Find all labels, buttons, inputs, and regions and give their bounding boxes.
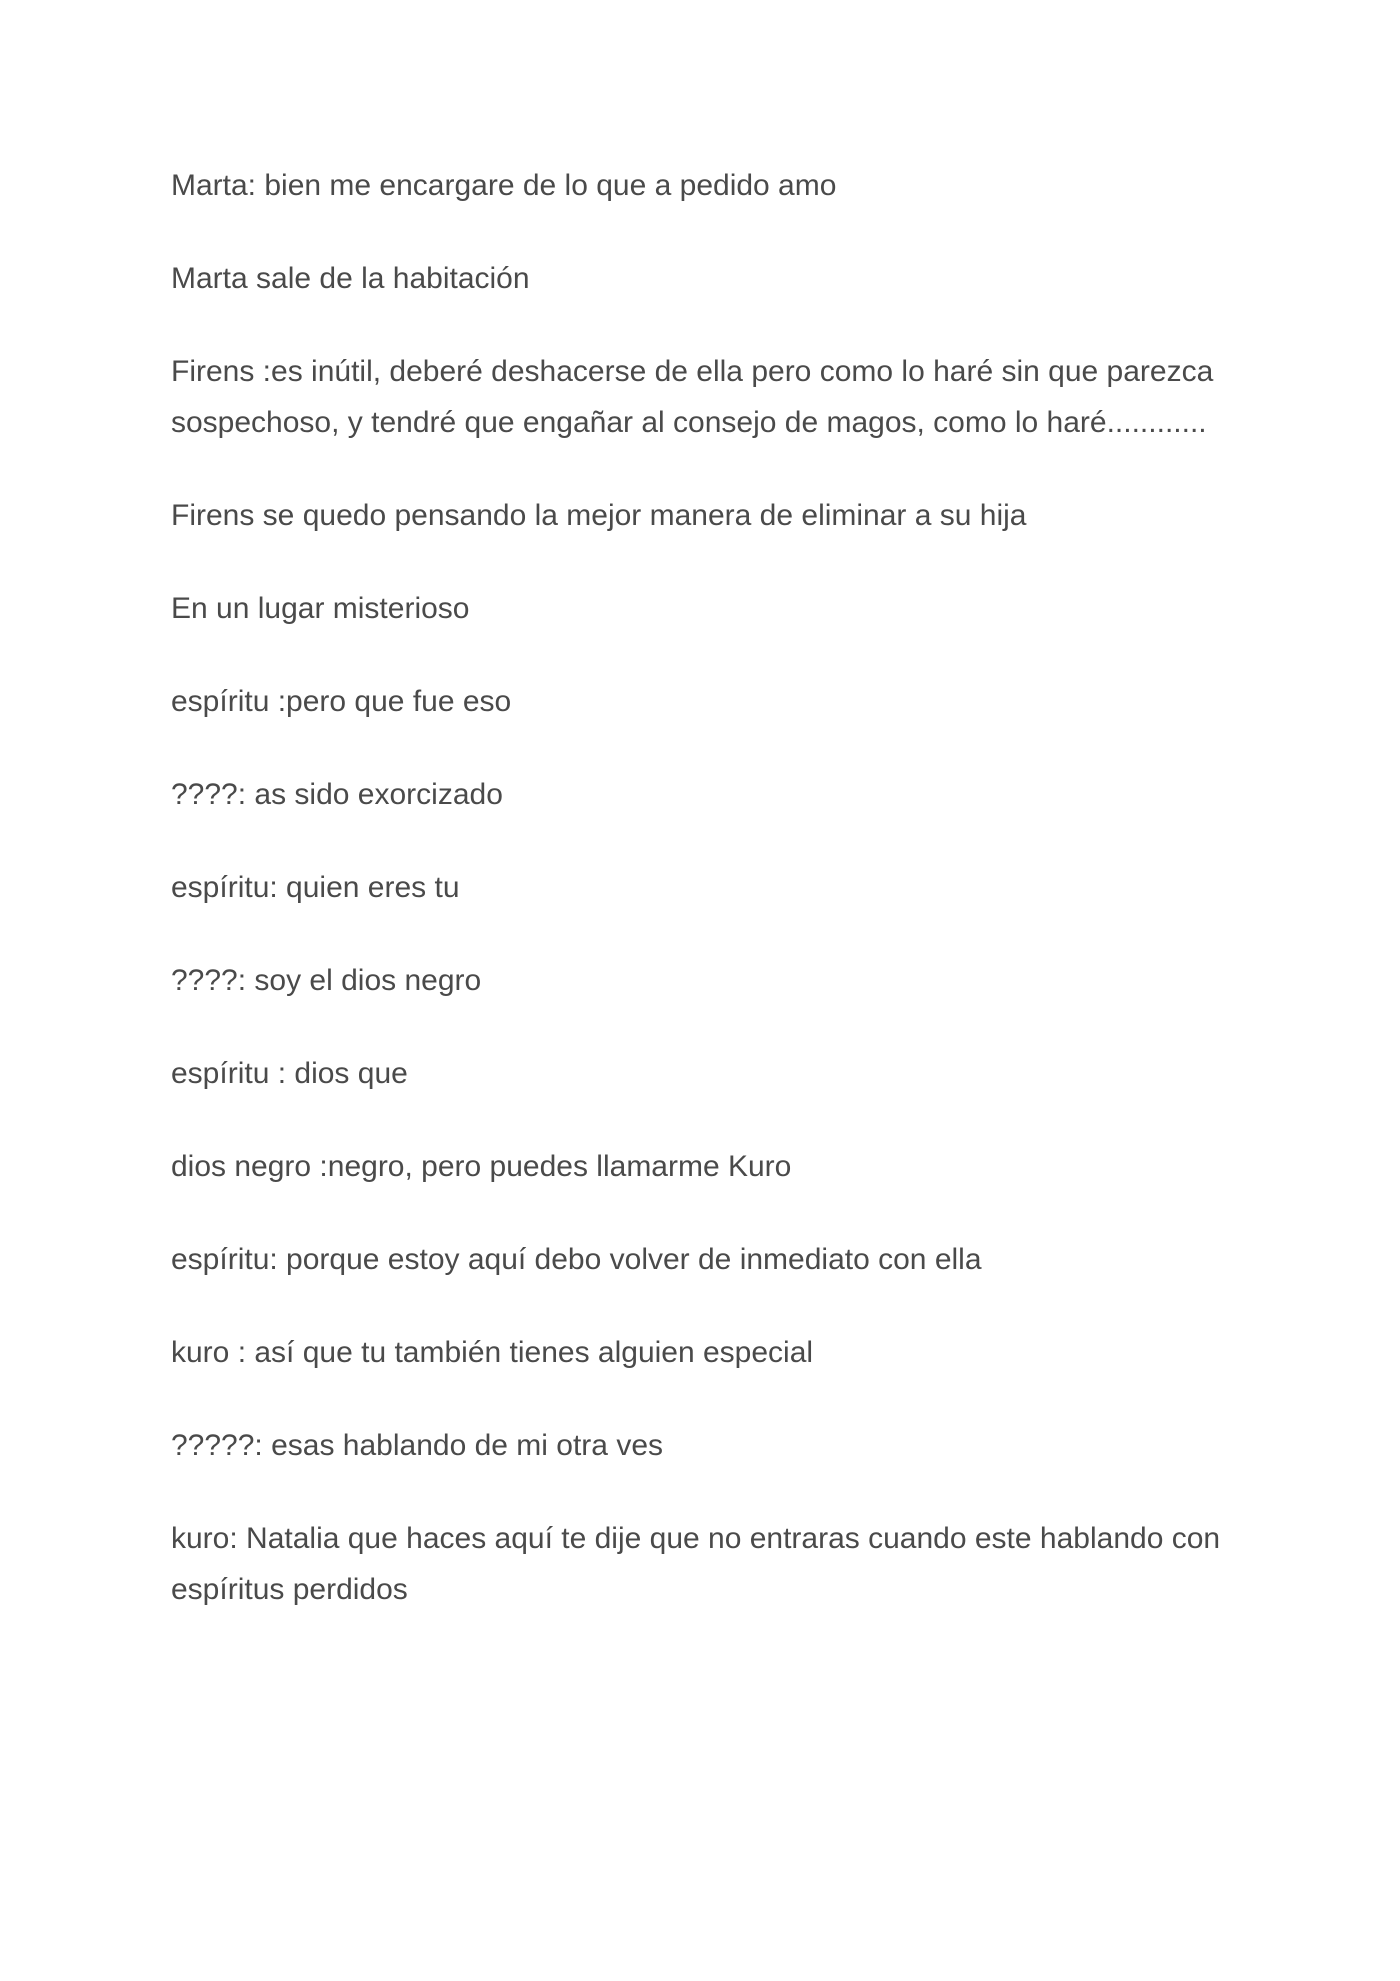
paragraph-13: kuro : así que tu también tienes alguien especial: [171, 1336, 814, 1369]
paragraph-3: Firens :es inútil, deberé deshacerse de ella pero como lo haré sin que parezca sospechoso, y tendré que engañar al consejo de magos, como lo haré............: [171, 355, 1214, 439]
paragraph-14: ?????: esas hablando de mi otra ves: [171, 1429, 663, 1462]
paragraph-12: espíritu: porque estoy aquí debo volver de inmediato con ella: [171, 1243, 982, 1276]
paragraph-7: ????: as sido exorcizado: [171, 778, 503, 811]
paragraph-9: ????: soy el dios negro: [171, 964, 482, 997]
paragraph-10: espíritu : dios que: [171, 1057, 408, 1090]
paragraph-4: Firens se quedo pensando la mejor manera de eliminar a su hija: [171, 499, 1027, 532]
paragraph-11: dios negro :negro, pero puedes llamarme Kuro: [171, 1150, 792, 1183]
paragraph-1: Marta: bien me encargare de lo que a pedido amo: [171, 169, 837, 202]
paragraph-2: Marta sale de la habitación: [171, 262, 530, 295]
paragraph-5: En un lugar misterioso: [171, 592, 470, 625]
paragraph-8: espíritu: quien eres tu: [171, 871, 460, 904]
document-body: [171, 160, 1251, 1657]
paragraph-15: kuro: Natalia que haces aquí te dije que no entraras cuando este hablando con espíritus perdidos: [171, 1522, 1221, 1606]
paragraph-6: espíritu :pero que fue eso: [171, 685, 512, 718]
